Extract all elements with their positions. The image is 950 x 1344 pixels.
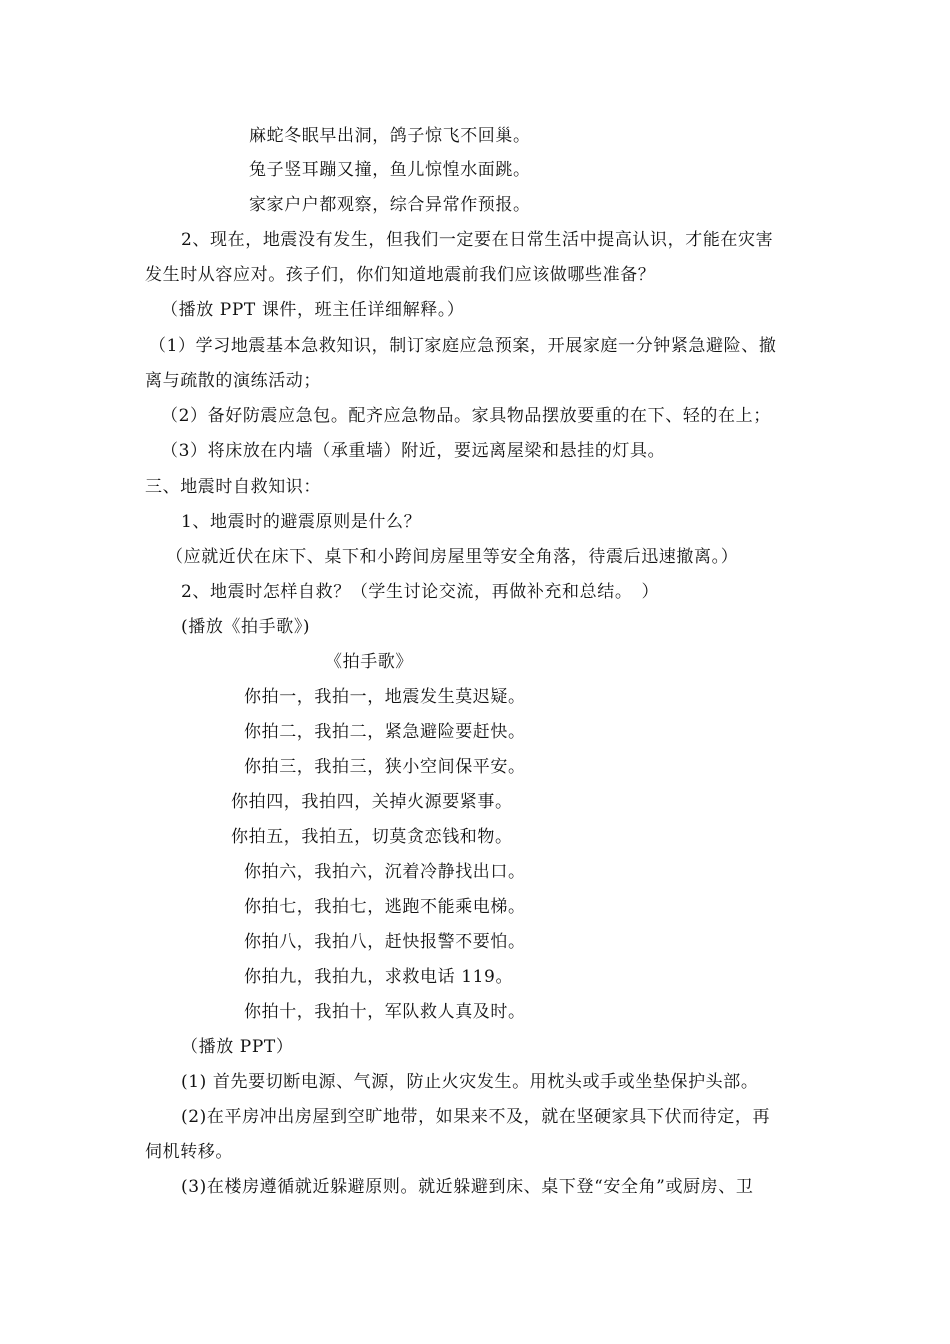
paragraph-line: （应就近伏在床下、桌下和小跨间房屋里等安全角落，待震后迅速撤离。） (166, 547, 739, 567)
song-line: 你拍六，我拍六，沉着冷静找出口。 (244, 862, 526, 882)
paragraph-line: (播放《拍手歌》) (181, 617, 311, 637)
paragraph-line: （1）学习地震基本急救知识，制订家庭应急预案，开展家庭一分钟紧急避险、撤 (149, 336, 777, 356)
song-line: 你拍四，我拍四，关掉火源要紧事。 (231, 792, 513, 812)
song-line: 你拍七，我拍七，逃跑不能乘电梯。 (244, 897, 526, 917)
paragraph-line: (1) 首先要切断电源、气源，防止火灾发生。用枕头或手或坐垫保护头部。 (181, 1072, 759, 1092)
paragraph-line: (3)在楼房遵循就近躲避原则。就近躲避到床、桌下登“安全角”或厨房、卫 (181, 1177, 754, 1197)
paragraph-line: （3）将床放在内墙（承重墙）附近，要远离屋梁和悬挂的灯具。 (161, 441, 666, 461)
paragraph-line: 离与疏散的演练活动； (145, 371, 321, 391)
song-line: 你拍三，我拍三，狭小空间保平安。 (244, 757, 526, 777)
paragraph-line: （播放 PPT 课件，班主任详细解释。） (161, 300, 465, 320)
paragraph-line: 伺机转移。 (145, 1142, 233, 1162)
song-line: 你拍一，我拍一，地震发生莫迟疑。 (244, 687, 526, 707)
section-heading: 三、地震时自救知识： (145, 477, 321, 497)
song-line: 你拍二，我拍二，紧急避险要赶快。 (244, 722, 526, 742)
paragraph-line: （播放 PPT） (181, 1037, 294, 1057)
paragraph-line: 1、地震时的避震原则是什么？ (181, 512, 422, 532)
poem-line-1: 麻蛇冬眠早出洞，鸽子惊飞不回巢。 (249, 126, 531, 146)
song-line: 你拍五，我拍五，切莫贪恋钱和物。 (231, 827, 513, 847)
song-line: 你拍十，我拍十，军队救人真及时。 (244, 1002, 526, 1022)
paragraph-line: （2）备好防震应急包。配齐应急物品。家具物品摆放要重的在下、轻的在上； (161, 406, 771, 426)
paragraph-line: 2、现在，地震没有发生，但我们一定要在日常生活中提高认识，才能在灾害 (181, 230, 774, 250)
poem-line-3: 家家户户都观察，综合异常作预报。 (249, 195, 531, 215)
paragraph-line: 发生时从容应对。孩子们，你们知道地震前我们应该做哪些准备？ (145, 265, 656, 285)
song-line: 你拍九，我拍九，求救电话 119。 (244, 967, 514, 987)
paragraph-line: (2)在平房冲出房屋到空旷地带，如果来不及，就在坚硬家具下伏而待定，再 (181, 1107, 771, 1127)
poem-line-2: 兔子竖耳蹦又撞，鱼儿惊惶水面跳。 (249, 160, 531, 180)
paragraph-line: 2、地震时怎样自救？（学生讨论交流，再做补充和总结。 ） (181, 582, 660, 602)
song-line: 你拍八，我拍八，赶快报警不要怕。 (244, 932, 526, 952)
song-title: 《拍手歌》 (325, 652, 413, 672)
